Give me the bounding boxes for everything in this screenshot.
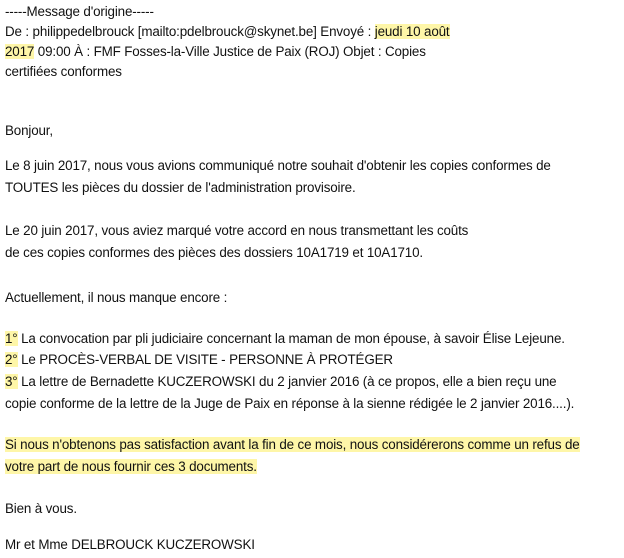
warning-highlight-1: Si nous n'obtenons pas satisfaction avant la fin de ce mois, nous considérerons comme un refus de <box>5 437 580 452</box>
list-item-continuation: copie conforme de la lettre de la Juge de Paix en réponse à la sienne rédigée le 2 janvier 2016....). <box>5 396 575 411</box>
closing: Bien à vous. <box>5 501 77 516</box>
paragraph-2-line-2: de ces copies conformes des pièces des dossiers 10A1719 et 10A1710. <box>5 245 423 260</box>
item-text: La lettre de Bernadette KUCZEROWSKI du 2 janvier 2016 (à ce propos, elle a bien reçu une <box>17 374 557 389</box>
warning-highlight-2: votre part de nous fournir ces 3 documents. <box>5 459 257 474</box>
item-number: 1° <box>5 331 18 346</box>
missing-intro: Actuellement, il nous manque encore : <box>5 290 228 305</box>
list-item <box>5 350 393 370</box>
item-text: La convocation par pli judiciaire concernant la maman de mon épouse, à savoir Élise Lejeune. <box>17 331 565 346</box>
paragraph-1-line-2: TOUTES les pièces du dossier de l'administration provisoire. <box>5 180 356 195</box>
header-recipient-subject: 09:00 À : FMF Fosses-la-Ville Justice de Paix (ROJ) Objet : Copies <box>34 44 426 59</box>
list-item <box>5 329 565 349</box>
header-date-highlight: jeudi 10 août <box>374 24 450 39</box>
item-number: 2° <box>5 352 18 367</box>
header-subject-continuation: certifiées conformes <box>5 64 122 79</box>
item-number: 3° <box>5 374 18 389</box>
warning-line-2 <box>5 457 257 477</box>
signature: Mr et Mme DELBROUCK KUCZEROWSKI <box>5 537 255 552</box>
header-from-prefix: De : philippedelbrouck [mailto:pdelbrouck@skynet.be] Envoyé : <box>5 24 375 39</box>
paragraph-1-line-1: Le 8 juin 2017, nous vous avions communiqué notre souhait d'obtenir les copies conformes de <box>5 158 551 173</box>
header-year-highlight: 2017 <box>5 44 35 59</box>
list-item <box>5 372 556 392</box>
paragraph-2-line-1: Le 20 juin 2017, vous aviez marqué votre accord en nous transmettant les coûts <box>5 223 469 238</box>
item-text: Le PROCÈS-VERBAL DE VISITE - PERSONNE À PROTÉGER <box>17 352 393 367</box>
message-separator: -----Message d'origine----- <box>5 4 154 19</box>
greeting: Bonjour, <box>5 123 53 138</box>
header-from-line <box>5 22 450 42</box>
header-date-line <box>5 42 426 62</box>
warning-line-1 <box>5 435 580 455</box>
